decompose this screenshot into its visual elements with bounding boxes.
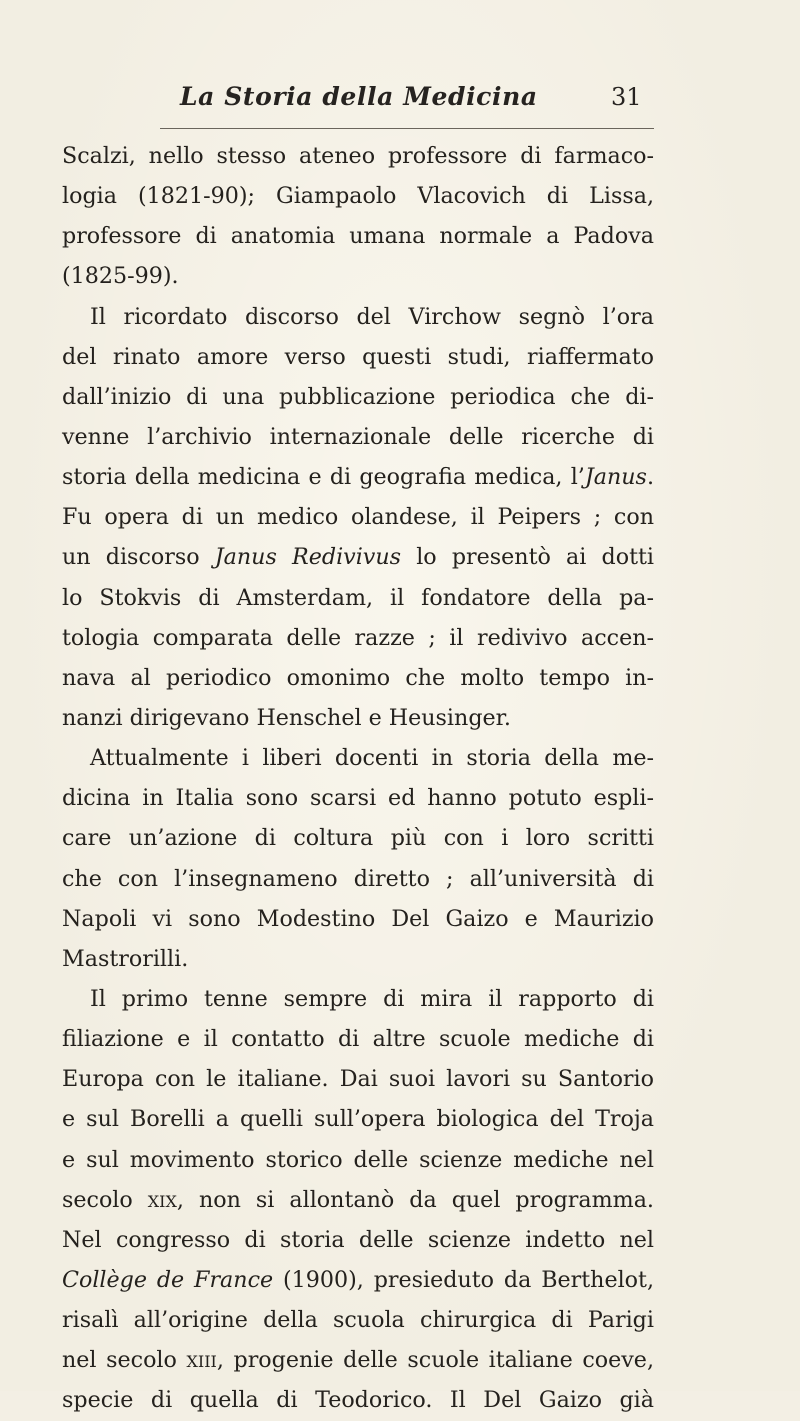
paragraph-first-line: Il ricordato discorso del Virchow segnò l’ora [90,303,654,330]
text-line: Collège de France (1900), presieduto da Berthelot, [62,1266,654,1293]
text-line: Napoli vi sono Modestino Del Gaizo e Maurizio [62,905,654,932]
text-line: e sul Borelli a quelli sull’opera biologica del Troja [62,1106,654,1133]
text-line: dicina in Italia sono scarsi ed hanno potuto espli- [62,785,654,812]
text-line: logia (1821-90); Giampaolo Vlacovich di Lissa, [62,183,654,210]
century-numeral: xiii [186,1347,217,1374]
text-line: professore di anatomia umana normale a Padova [62,223,654,250]
text-line: risalì all’origine della scuola chirurgica di Parigi [62,1307,654,1334]
text-line: Fu opera di un medico olandese, il Peipers ; con [62,504,654,531]
text-line: che con l’insegnameno diretto ; all’università di [62,865,654,892]
text-line: Scalzi, nello stesso ateneo professore di farmaco- [62,143,654,169]
header-rule [160,128,654,129]
text-line: dall’inizio di una pubblicazione periodica che di- [62,383,654,410]
page-header [56,82,656,122]
text-line: secolo xix, non si allontanò da quel programma. [62,1186,654,1213]
text-line: nanzi dirigevano Henschel e Heusinger. [62,704,511,731]
journal-title: Janus [584,464,647,491]
discourse-title: Janus Redivivus [214,544,402,571]
text-line: lo Stokvis di Amsterdam, il fondatore della pa- [62,584,654,611]
text-line: tologia comparata delle razze ; il redivivo accen- [62,624,654,651]
text-line: venne l’archivio internazionale delle ricerche di [62,423,654,450]
text-line: Nel congresso di storia delle scienze indetto nel [62,1226,654,1253]
text-line: Mastrorilli. [62,945,189,972]
body-text [62,136,654,1421]
text-line: e sul movimento storico delle scienze mediche nel [62,1146,654,1173]
text-line: (1825-99). [62,263,179,290]
text-line: filiazione e il contatto di altre scuole mediche di [62,1026,654,1053]
text-line: nava al periodico omonimo che molto tempo in- [62,664,654,691]
page-number: 31 [611,83,642,111]
paragraph-first-line: Attualmente i liberi docenti in storia della me- [90,745,654,772]
text-line: un discorso Janus Redivivus lo presentò ai dotti [62,544,655,571]
century-numeral: xix [147,1186,177,1213]
text-line: del rinato amore verso questi studi, riaffermato [62,343,654,370]
paragraph-first-line: Il primo tenne sempre di mira il rapporto di [90,985,654,1012]
text-line: nel secolo xiii, progenie delle scuole italiane coeve, [62,1347,654,1374]
running-title: La Storia della Medicina [180,82,538,111]
text-line: specie di quella di Teodorico. Il Del Gaizo già [62,1387,654,1414]
institution-name: Collège de France [62,1266,274,1293]
text-line: storia della medicina e di geografia medica, l’Janus. [62,464,654,491]
text-line: Europa con le italiane. Dai suoi lavori su Santorio [62,1066,654,1093]
text-line: care un’azione di coltura più con i loro scritti [62,825,654,852]
